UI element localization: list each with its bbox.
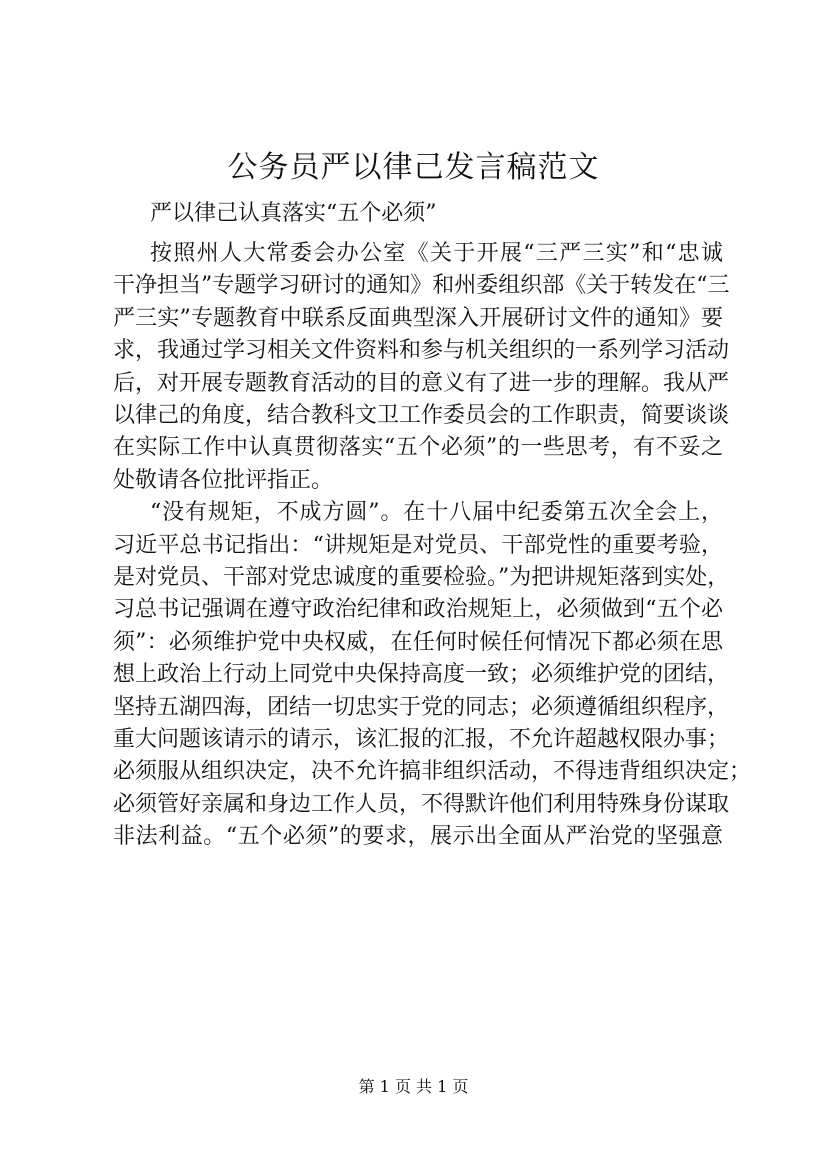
body-line: 坚持五湖四海，团结一切忠实于党的同志；必须遵循组织程序， <box>113 694 730 720</box>
body-line: 后，对开展专题教育活动的目的意义有了进一步的理解。我从严 <box>113 370 730 396</box>
body-line: 严三实”专题教育中联系反面典型深入开展研讨文件的通知》要 <box>113 305 723 331</box>
body-line: 以律己的角度，结合教科文卫工作委员会的工作职责，简要谈谈 <box>113 403 730 428</box>
body-line: 干净担当”专题学习研讨的通知》和州委组织部《关于转发在“三 <box>113 273 730 299</box>
body-line: 想上政治上行动上同党中央保持高度一致；必须维护党的团结， <box>113 662 730 688</box>
body-line: 在实际工作中认真贯彻落实“五个必须”的一些思考，有不妥之 <box>113 435 723 461</box>
body-line: 重大问题该请示的请示，该汇报的汇报，不允许超越权限办事； <box>113 727 730 752</box>
body-line: 按照州人大常委会办公室《关于开展“三严三实”和“忠诚 <box>150 241 723 266</box>
body-line: 非法利益。“五个必须”的要求，展示出全面从严治党的坚强意 <box>113 824 723 850</box>
body-line: “没有规矩，不成方圆”。在十八届中纪委第五次全会上， <box>150 500 723 526</box>
body-line: 习近平总书记指出：“讲规矩是对党员、干部党性的重要考验， <box>113 532 723 558</box>
body-line: 是对党员、干部对党忠诚度的重要检验。”为把讲规矩落到实处， <box>113 565 730 590</box>
body-line: 必须管好亲属和身边工作人员，不得默许他们利用特殊身份谋取 <box>113 791 730 817</box>
body-line: 必须服从组织决定，决不允许搞非组织活动，不得违背组织决定； <box>113 759 752 785</box>
body-line: 须”：必须维护党中央权威，在任何时候任何情况下都必须在思 <box>113 629 723 655</box>
document-subtitle: 严以律己认真落实“五个必须” <box>150 201 437 226</box>
page-footer: 第 1 页 共 1 页 <box>358 1077 469 1096</box>
body-line: 习总书记强调在遵守政治纪律和政治规矩上，必须做到“五个必 <box>113 597 723 623</box>
document-title: 公务员严以律己发言稿范文 <box>227 150 600 185</box>
body-line: 求，我通过学习相关文件资料和参与机关组织的一系列学习活动 <box>113 338 730 364</box>
body-line: 处敬请各位批评指正。 <box>113 467 334 493</box>
